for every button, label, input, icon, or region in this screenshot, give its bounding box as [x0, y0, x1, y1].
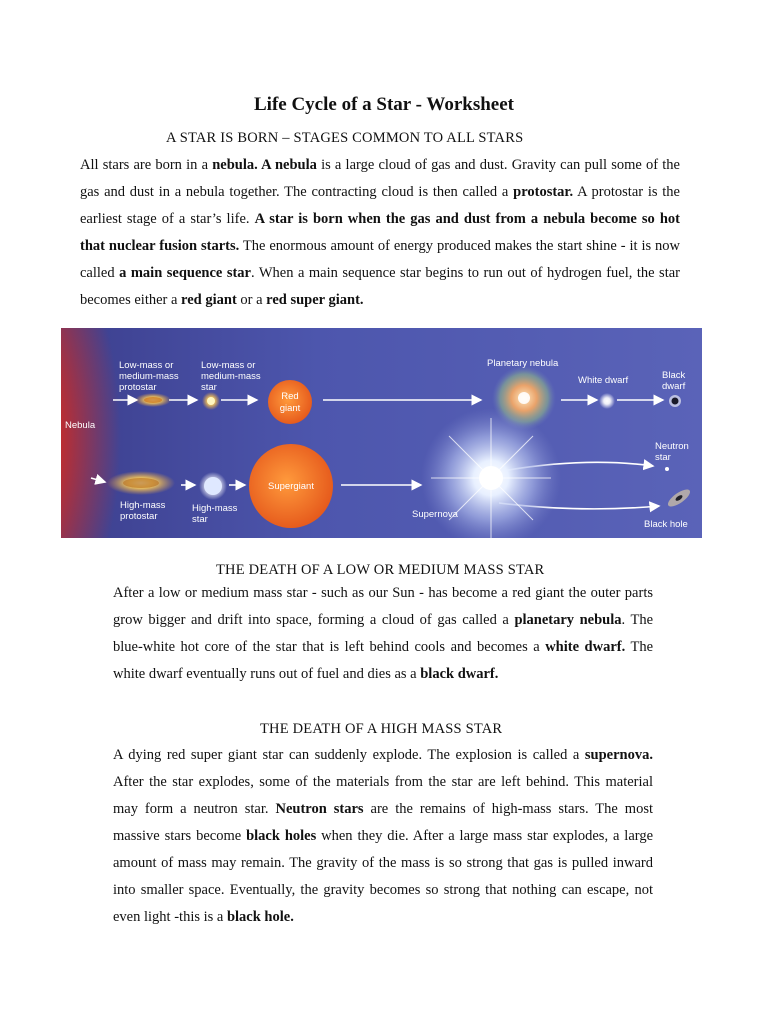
text-run: The enormous amount of energy produced makes the start shine - it is now called: [80, 238, 680, 281]
bold-term: black dwarf.: [420, 666, 499, 682]
label-black-dwarf-2: dwarf: [662, 381, 686, 392]
page-title: Life Cycle of a Star - Worksheet: [254, 94, 514, 115]
text-run: . When a main sequence star begins to run out of hydrogen fuel, the star becomes either a: [80, 265, 680, 308]
label-neutron-star-1: Neutron: [655, 441, 689, 452]
bold-term: supernova.: [584, 747, 653, 763]
bold-term: red giant: [181, 292, 237, 308]
label-low-star-3: star: [201, 382, 217, 393]
label-planetary-nebula: Planetary nebula: [487, 358, 559, 369]
label-red-giant-1: Red: [281, 391, 299, 402]
label-high-protostar-1: High-mass: [120, 500, 166, 511]
section-heading-low-mass: THE DEATH OF A LOW OR MEDIUM MASS STAR: [216, 562, 545, 578]
section-heading-high-mass: THE DEATH OF A HIGH MASS STAR: [260, 721, 503, 737]
text-run: A dying red super giant star can suddenly explode. The explosion is called a: [113, 747, 585, 763]
label-high-star-2: star: [192, 514, 208, 525]
text-run: . The blue-white hot core of the star that is left behind cools and becomes a: [113, 612, 654, 655]
text-run: A protostar is the earliest stage of a star’s life.: [80, 184, 680, 227]
bold-term: white dwarf.: [545, 639, 626, 655]
label-supernova: Supernova: [412, 509, 458, 520]
text-run: All stars are born in a: [80, 157, 213, 173]
text-run: The white dwarf eventually runs out of fuel and dies as a: [113, 639, 654, 682]
white-dwarf: [599, 393, 615, 409]
label-low-protostar-3: protostar: [119, 382, 157, 393]
label-black-dwarf-1: Black: [662, 370, 686, 381]
label-black-hole: Black hole: [644, 519, 688, 530]
text-run: or a: [236, 292, 267, 308]
label-low-protostar-2: medium-mass: [119, 371, 179, 382]
bold-term: Neutron stars: [275, 801, 364, 817]
text-run: After a low or medium mass star - such as our Sun - has become a red giant the outer parts grow bigger and drift into space, forming a cloud of gas called a: [113, 585, 653, 628]
neutron-star: [665, 467, 669, 471]
text-run: is a large cloud of gas and dust. Gravity can pull some of the gas and dust in a nebula together. The contracting cloud is then called a: [80, 157, 680, 200]
label-low-star-2: medium-mass: [201, 371, 261, 382]
bold-term: nebula. A nebula: [212, 157, 317, 173]
label-neutron-star-2: star: [655, 452, 671, 463]
red-giant: [268, 380, 312, 424]
bold-term: black holes: [246, 828, 317, 844]
label-high-star-1: High-mass: [192, 503, 238, 514]
bold-term: planetary nebula: [514, 612, 622, 628]
bold-term: red super giant.: [266, 292, 364, 308]
label-white-dwarf: White dwarf: [578, 375, 629, 386]
bold-term: a main sequence star: [119, 265, 251, 281]
text-run: when they die. After a large mass star explodes, a large amount of mass may remain. The gravity of the mass is so strong that gas is pulled inward into smaller space. Eventually, the gravity becomes so strong that nothing can escape, not even light -this is a: [113, 828, 654, 925]
label-high-protostar-2: protostar: [120, 511, 158, 522]
label-supergiant: Supergiant: [268, 481, 314, 492]
high-mass-paragraph: [113, 742, 653, 931]
label-low-protostar-1: Low-mass or: [119, 360, 174, 371]
text-run: After the star explodes, some of the materials from the star are left behind. This material may form a neutron star.: [113, 774, 653, 817]
intro-paragraph: [80, 152, 680, 314]
bold-term: protostar.: [513, 184, 574, 200]
star-life-cycle-diagram: [61, 328, 702, 538]
low-mass-paragraph: [113, 580, 653, 688]
bold-term: A star is born when the gas and dust from a nebula become so hot that nuclear fusion starts.: [80, 211, 681, 254]
text-run: are the remains of high-mass stars. The most massive stars become: [113, 801, 654, 844]
bold-term: black hole.: [226, 909, 294, 925]
label-red-giant-2: giant: [279, 403, 301, 414]
section-heading-star-born: A STAR IS BORN – STAGES COMMON TO ALL STARS: [166, 130, 524, 146]
label-nebula: Nebula: [65, 420, 96, 431]
label-low-star-1: Low-mass or: [201, 360, 256, 371]
